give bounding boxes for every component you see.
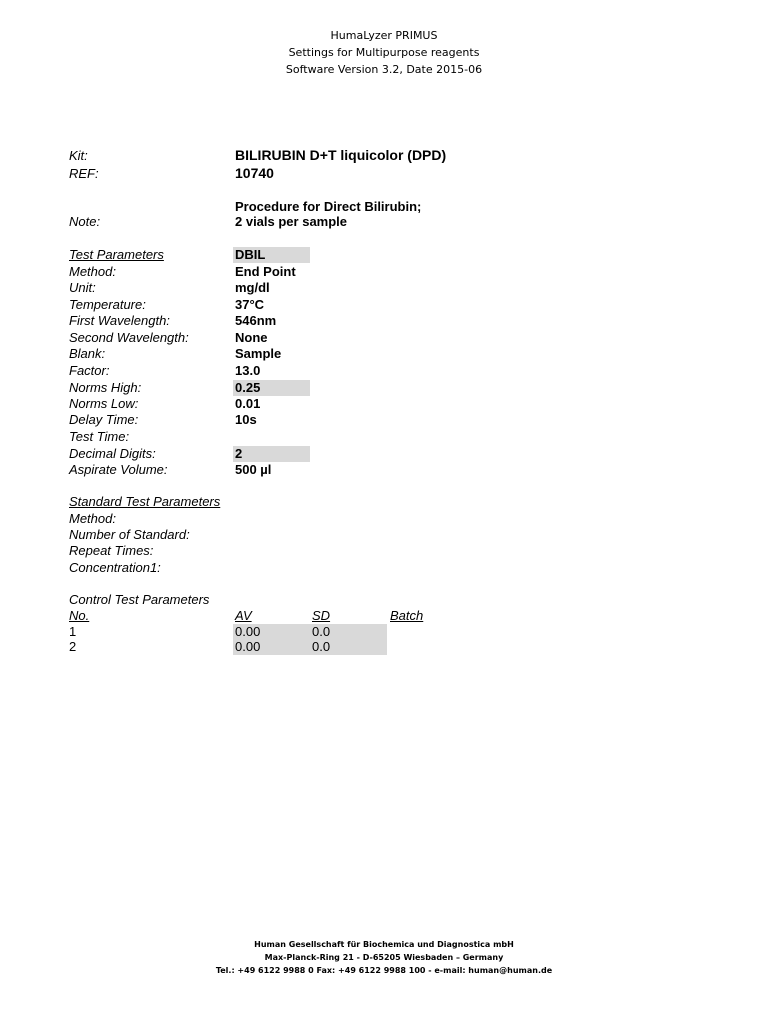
param-row-delay-time [0,412,768,428]
param-value: 0.25 [233,380,310,396]
param-row-second-wavelength [0,330,768,346]
control-no: 1 [69,624,77,639]
control-sd: 0.0 [312,639,331,654]
standard-label: Concentration1: [69,560,161,575]
standard-parameters-heading: Standard Test Parameters [69,494,221,509]
param-row-decimal-digits [0,446,768,462]
standard-row [0,543,768,559]
param-row-first-wavelength [0,313,768,329]
column-header-av: AV [235,608,252,623]
param-label: Temperature: [69,297,146,312]
table-row [0,624,768,640]
footer-contact: Tel.: +49 6122 9988 0 Fax: +49 6122 9988 100 - e-mail: human@human.de [215,966,553,975]
header-version: Software Version 3.2, Date 2015-06 [285,63,483,76]
param-label: Second Wavelength: [69,330,189,345]
param-label: Norms Low: [69,396,139,411]
standard-parameters-heading-row [0,494,768,510]
param-value: mg/dl [235,280,270,295]
footer-address: Max-Planck-Ring 21 - D-65205 Wiesbaden – Germany [264,953,504,962]
param-row-test-time [0,429,768,445]
param-label: Delay Time: [69,412,139,427]
param-row-norms-high [0,380,768,396]
column-header-sd: SD [312,608,331,623]
param-label: Norms High: [69,380,142,395]
test-parameters-heading: Test Parameters [69,247,164,262]
kit-label: Kit: [69,148,88,163]
param-row-aspirate-volume [0,462,768,478]
param-label: Blank: [69,346,106,361]
document-header [0,27,768,78]
document-footer [0,938,768,977]
test-parameters-heading-row [0,247,768,263]
control-parameters-heading-row [0,592,768,608]
footer-company: Human Gesellschaft für Biochemica und Diagnostica mbH [254,940,514,949]
param-row-factor [0,363,768,379]
standard-row [0,527,768,543]
standard-label: Repeat Times: [69,543,154,558]
control-av: 0.00 [235,639,261,654]
header-product: HumaLyzer PRIMUS [330,29,438,42]
param-label: Factor: [69,363,110,378]
param-row-method [0,264,768,280]
param-label: Aspirate Volume: [69,462,168,477]
standard-label: Number of Standard: [69,527,190,542]
standard-label: Method: [69,511,116,526]
control-no: 2 [69,639,77,654]
control-parameters-heading: Control Test Parameters [69,592,210,607]
standard-row [0,511,768,527]
column-header-batch: Batch [390,608,424,623]
ref-label: REF: [69,166,99,181]
control-av: 0.00 [235,624,261,639]
kit-value: BILIRUBIN D+T liquicolor (DPD) [235,147,447,163]
param-label: Test Time: [69,429,130,444]
standard-row [0,560,768,576]
param-value: 0.01 [235,396,261,411]
param-label: Method: [69,264,116,279]
param-value: None [235,330,268,345]
param-value: 546nm [235,313,277,328]
param-value: 500 µl [235,462,272,477]
param-label: First Wavelength: [69,313,170,328]
param-value: 37°C [235,297,265,312]
test-code-value: DBIL [233,247,310,263]
column-header-no: No. [69,608,90,623]
param-label: Unit: [69,280,96,295]
param-row-unit [0,280,768,296]
param-value: 10s [235,412,257,427]
param-value: Sample [235,346,282,361]
param-row-blank [0,346,768,362]
ref-value: 10740 [235,165,274,181]
param-row-temperature [0,297,768,313]
note-value-line2: 2 vials per sample [235,214,348,229]
param-value: 13.0 [235,363,261,378]
control-sd: 0.0 [312,624,331,639]
table-row [0,639,768,655]
param-row-norms-low [0,396,768,412]
note-value-row-1 [0,199,768,215]
header-subtitle: Settings for Multipurpose reagents [288,46,480,59]
note-row [0,214,768,230]
param-value: End Point [235,264,296,279]
kit-row [0,147,768,163]
ref-row [0,165,768,181]
control-table-header [0,608,768,624]
param-value: 2 [233,446,310,462]
note-value-line1: Procedure for Direct Bilirubin; [235,199,422,214]
param-label: Decimal Digits: [69,446,156,461]
note-label: Note: [69,214,101,229]
